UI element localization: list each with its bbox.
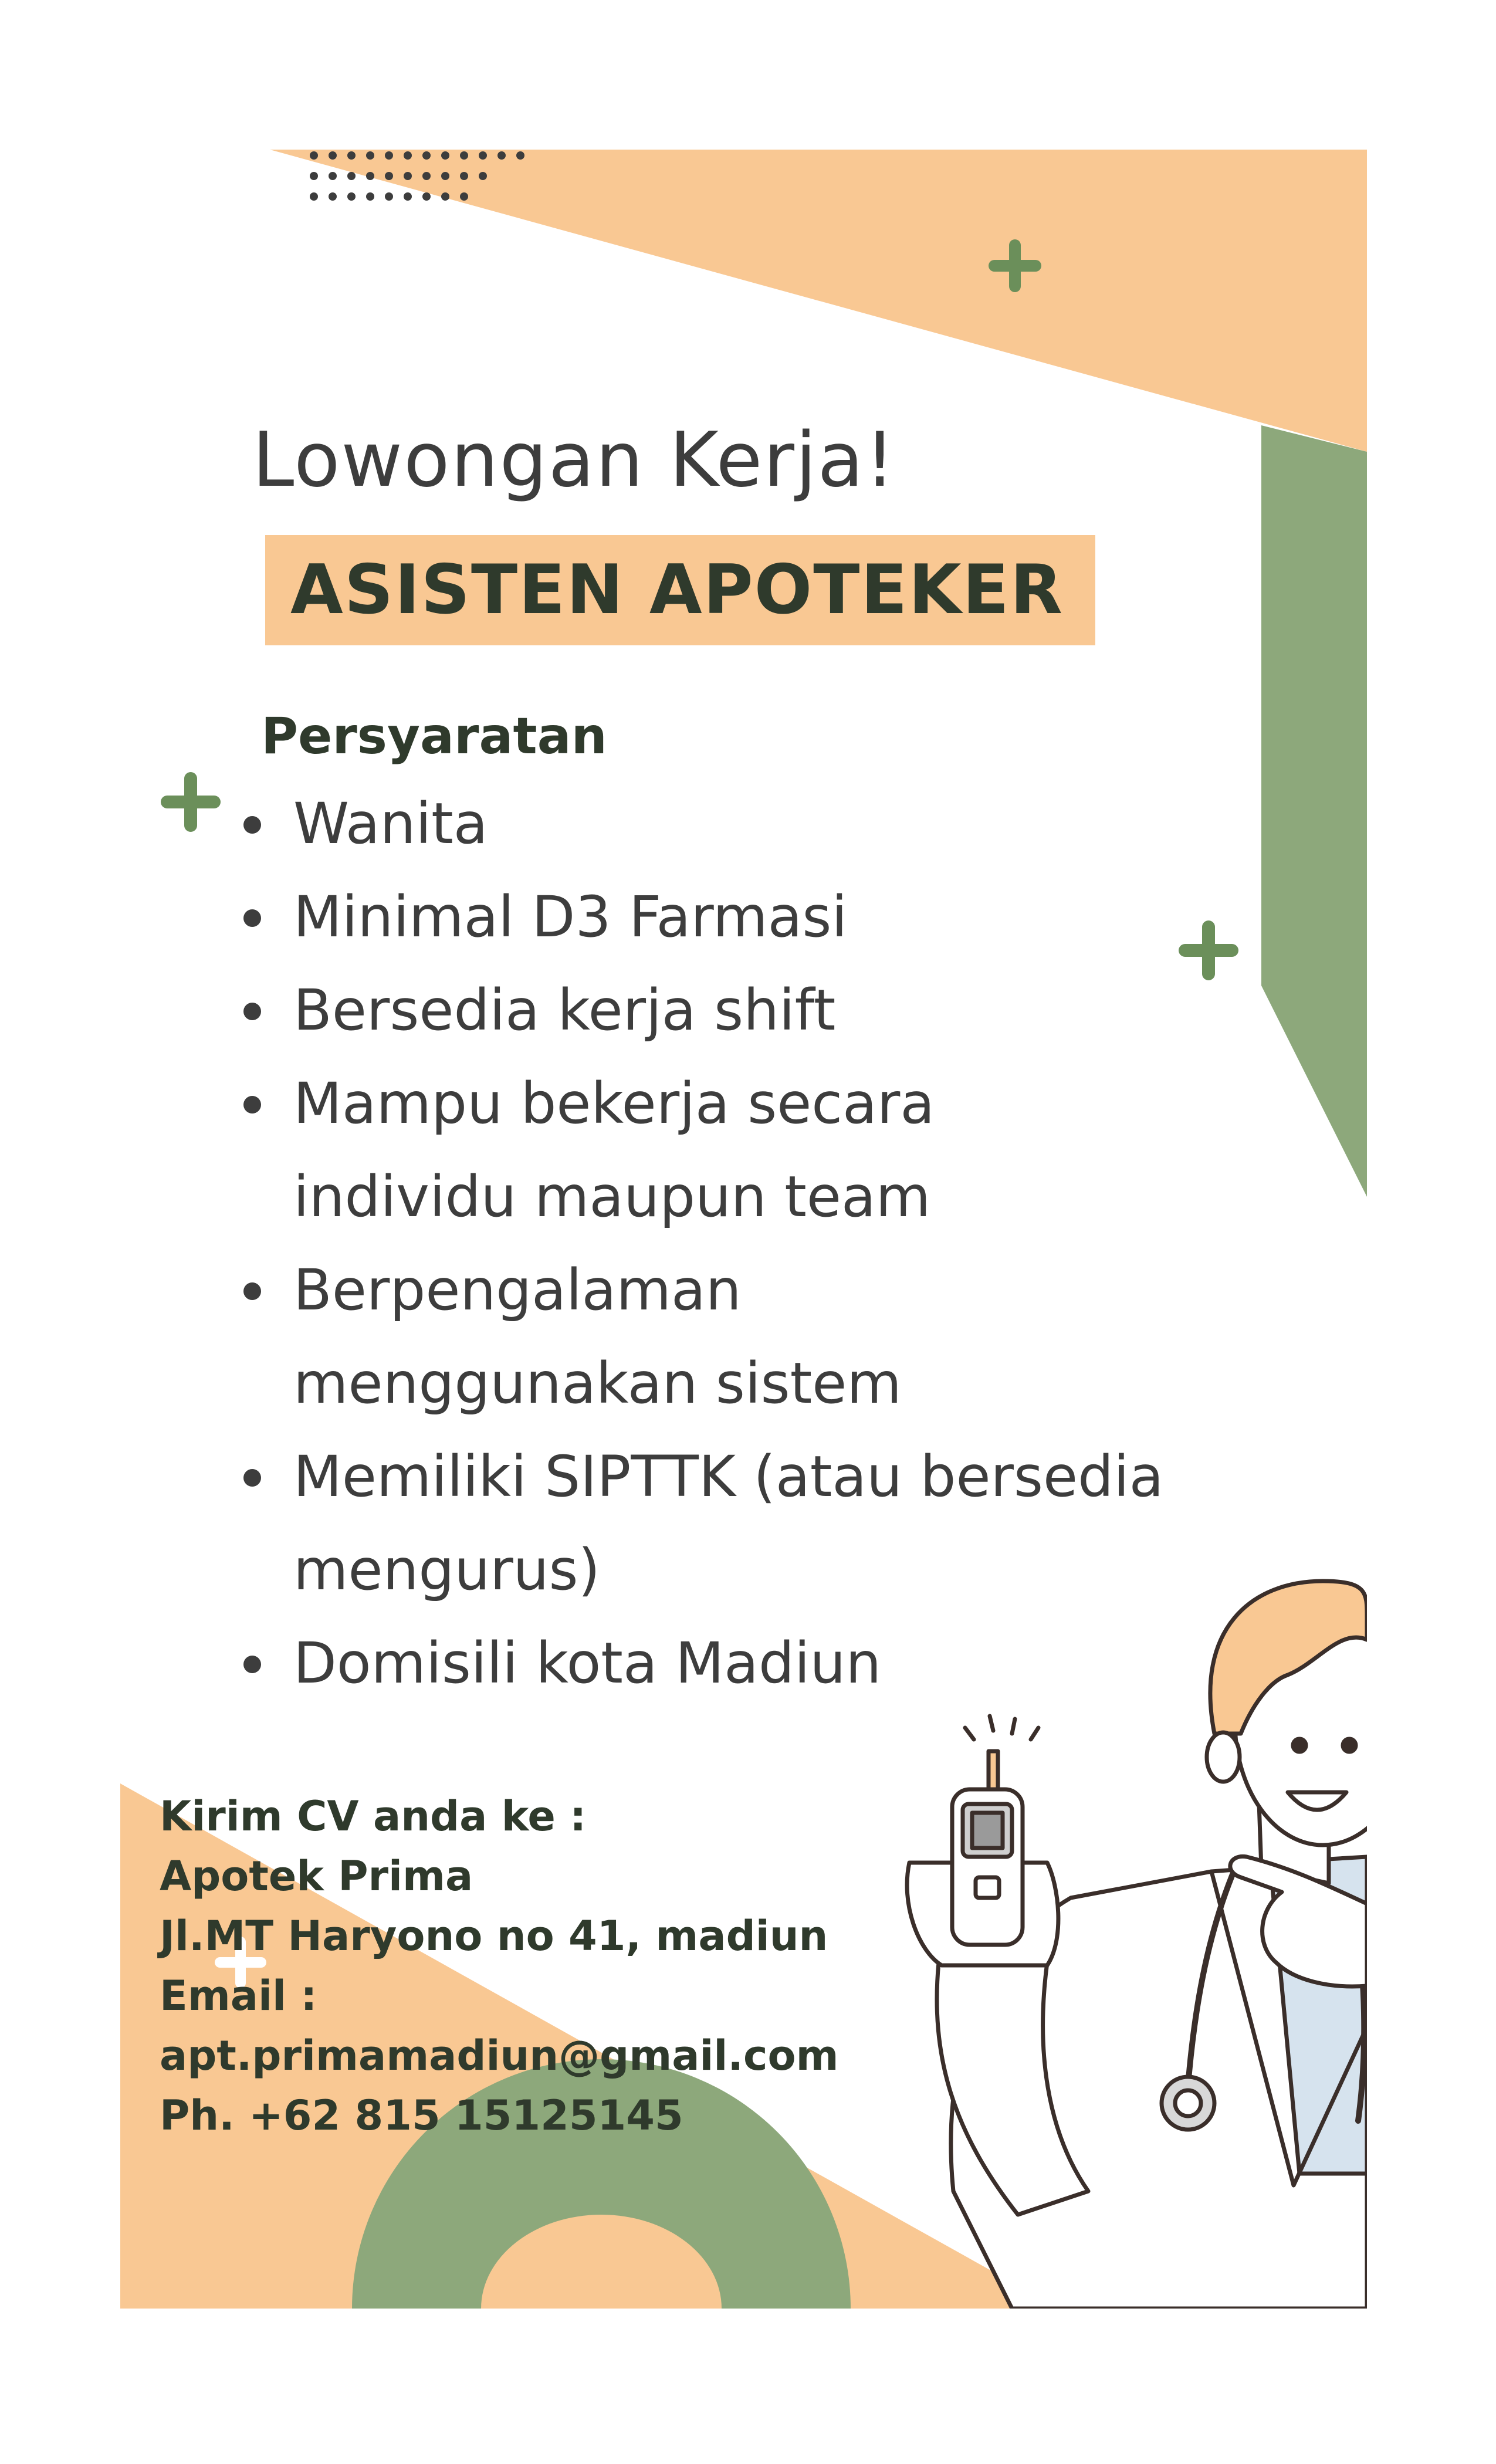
requirements-heading: Persyaratan — [261, 707, 607, 766]
job-poster — [120, 150, 1367, 2309]
doctor-ear — [1207, 1732, 1240, 1782]
doctor-eye — [1343, 1739, 1356, 1752]
contact-email-label: Email : — [160, 1972, 317, 2020]
requirement-item: Memiliki SIPTTK (atau bersedia mengurus) — [243, 1430, 1209, 1617]
glucometer-icon — [952, 1751, 1023, 1945]
headline: Lowongan Kerja! — [252, 417, 896, 504]
requirement-item: Mampu bekerja secara individu maupun team — [243, 1057, 997, 1244]
requirement-item: Domisili kota Madiun — [243, 1617, 1276, 1710]
requirement-item: Wanita — [243, 777, 1276, 871]
contact-email[interactable]: apt.primamadiun@gmail.com — [160, 2032, 839, 2080]
sage-right-band — [1261, 425, 1367, 1197]
requirements-list — [243, 777, 1276, 1710]
contact-block — [160, 1786, 839, 2145]
peach-top-triangle — [270, 150, 1367, 452]
doctor-eye — [1293, 1739, 1306, 1752]
requirement-item: Berpengalaman menggunakan sistem — [243, 1244, 997, 1430]
contact-name: Apotek Prima — [160, 1852, 473, 1900]
requirement-item: Minimal D3 Farmasi — [243, 871, 1276, 964]
contact-intro: Kirim CV anda ke : — [160, 1792, 587, 1840]
plus-icon — [167, 779, 214, 825]
contact-address: Jl.MT Haryono no 41, madiun — [160, 1912, 828, 1960]
job-title: ASISTEN APOTEKER — [290, 550, 1064, 629]
signal-lines — [965, 1716, 1038, 1739]
contact-phone[interactable]: Ph. +62 815 15125145 — [160, 2091, 683, 2140]
requirement-item: Bersedia kerja shift — [243, 964, 1276, 1057]
